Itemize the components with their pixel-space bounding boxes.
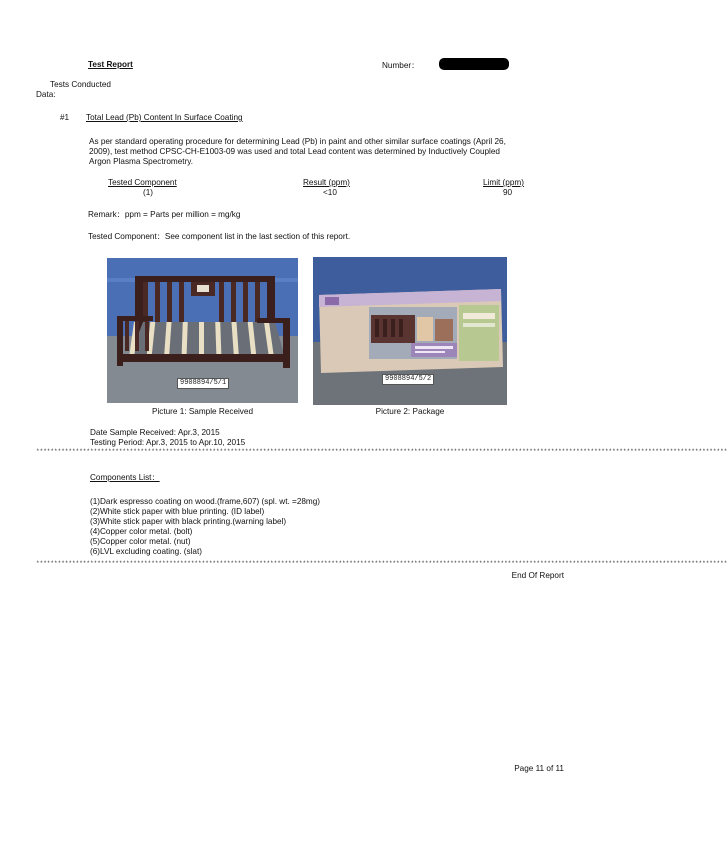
remark: Remark：ppm = Parts per million = mg/kg — [88, 210, 241, 219]
components-list — [90, 497, 320, 557]
section-title: Total Lead (Pb) Content In Surface Coating — [86, 113, 243, 122]
tests-conducted-label: Tests Conducted — [50, 80, 111, 89]
picture-2-caption: Picture 2: Package — [375, 407, 445, 416]
paragraph-line: Argon Plasma Spectrometry. — [89, 157, 194, 166]
picture-1-caption: Picture 1: Sample Received — [151, 407, 254, 416]
list-item: (6)LVL excluding coating. (slat) — [90, 547, 202, 556]
number-label: Number： — [382, 61, 420, 70]
divider: ************************************************************************************************************************************************************************************************ — [36, 560, 727, 567]
cell-component: (1) — [143, 188, 154, 197]
cell-result: <10 — [323, 188, 337, 197]
divider: ************************************************************************************************************************************************************************************************ — [36, 448, 727, 455]
tested-component-note: Tested Component：See component list in the last section of this report. — [88, 232, 351, 241]
end-of-report: End Of Report — [511, 571, 564, 580]
sample-tag: 9908894/5/1 — [177, 378, 229, 389]
header-tested-component: Tested Component — [108, 178, 177, 187]
list-item: (4)Copper color metal. (bolt) — [90, 527, 193, 536]
components-heading: Components List： — [90, 473, 160, 482]
page-number: Page 11 of 11 — [514, 764, 564, 773]
list-item: (2)White stick paper with blue printing. (ID label) — [90, 507, 265, 516]
section-number: #1 — [60, 113, 70, 122]
package-tag: 9908894/5/2 — [382, 374, 434, 385]
testing-period: Testing Period: Apr.3, 2015 to Apr.10, 2015 — [90, 438, 246, 447]
paragraph-line: As per standard operating procedure for determining Lead (Pb) in paint and other similar surface coatings (April 26, — [89, 137, 506, 146]
data-label: Data: — [36, 90, 56, 99]
paragraph-line: 2009), test method CPSC-CH-E1003-09 was used and total Lead content was determined by Inductively Coupled — [89, 147, 500, 156]
cell-limit: 90 — [503, 188, 513, 197]
header-limit: Limit (ppm) — [483, 178, 524, 187]
method-paragraph — [89, 137, 559, 167]
header-result: Result (ppm) — [303, 178, 350, 187]
list-item: (3)White stick paper with black printing.(warning label) — [90, 517, 287, 526]
redacted-number — [439, 58, 509, 70]
package-photo — [313, 257, 507, 405]
list-item: (1)Dark espresso coating on wood.(frame,607) (spl. wt. =28mg) — [90, 497, 321, 506]
date-received: Date Sample Received: Apr.3, 2015 — [90, 428, 220, 437]
report-title: Test Report — [88, 60, 133, 69]
sample-photo — [107, 258, 298, 403]
list-item: (5)Copper color metal. (nut) — [90, 537, 191, 546]
